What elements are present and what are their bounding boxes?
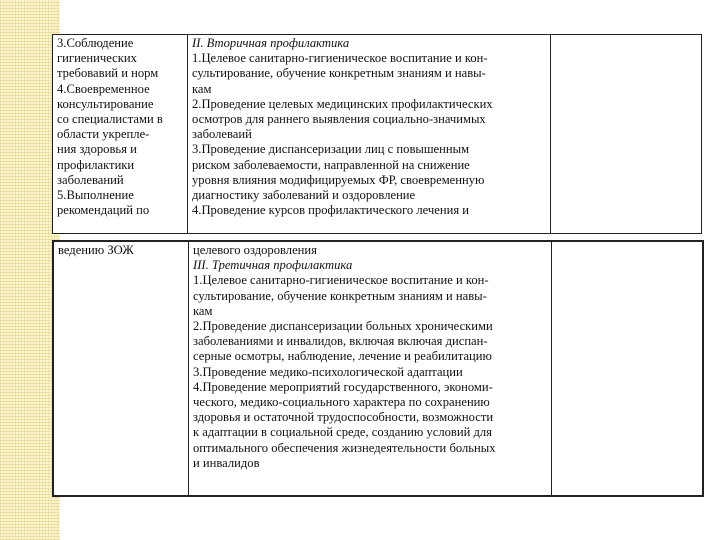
decorative-stripe — [0, 0, 60, 540]
text-line: ческого, медико-социального характера по сохранению — [193, 395, 490, 410]
text-line: 1.Целевое санитарно-гигиеническое воспитание и кон- — [193, 273, 489, 288]
text-line: гигиенических — [57, 51, 137, 66]
secondary-prevention-cell — [188, 35, 551, 234]
table-row — [53, 35, 702, 234]
prevention-table-bottom — [52, 240, 704, 497]
table-row — [53, 241, 703, 496]
text-line: уровня влияния модифицируемых ФР, своевременную — [192, 172, 485, 187]
text-line: сультирование, обучение конкретным знаниям и навы- — [193, 288, 487, 303]
text-line: консультирование — [57, 96, 154, 111]
text-line: 3.Проведение медико-психологической адаптации — [193, 364, 463, 379]
text-line: ведению ЗОЖ — [58, 243, 134, 257]
text-line: требовавий и норм — [57, 66, 159, 81]
text-line: профилактики — [57, 157, 135, 172]
empty-cell — [552, 241, 704, 496]
text-line: 1.Целевое санитарно-гигиеническое воспитание и кон- — [192, 51, 488, 66]
text-line: диагностику заболеваний и оздоровление — [192, 188, 416, 203]
text-line: 5.Выполнение — [57, 188, 134, 203]
text-line: 4.Своевременное — [57, 81, 150, 96]
text-line: и инвалидов — [193, 455, 260, 470]
section-heading: II. Вторичная профилактика — [192, 36, 350, 50]
text-line: области укрепле- — [57, 127, 150, 142]
text-line: рекомендаций по — [57, 203, 150, 218]
text-line: здоровья и остаточной трудоспособности, возможности — [193, 410, 494, 425]
text-line: сультирование, обучение конкретным знаниям и навы- — [192, 66, 486, 81]
text-line: 4.Проведение мероприятий государственного, экономи- — [193, 379, 493, 394]
text-line: со специалистами в — [57, 112, 163, 127]
text-line: 3.Проведение диспансеризации лиц с повышенным — [192, 142, 470, 157]
text-line: заболеваний — [57, 172, 124, 187]
measures-cell — [53, 35, 188, 234]
text-line: кам — [193, 303, 213, 318]
text-line: 3.Соблюдение — [57, 36, 134, 50]
text-line: кам — [192, 81, 212, 96]
text-line: к адаптации в социальной среде, созданию условий для — [193, 425, 492, 440]
text-line: заболеваниями и инвалидов, включая включая диспан- — [193, 334, 488, 349]
text-line: ния здоровья и — [57, 142, 137, 157]
text-line: серные осмотры, наблюдение, лечение и реабилитацию — [193, 349, 492, 364]
text-line: 2.Проведение диспансеризации больных хроническими — [193, 319, 493, 334]
text-line: заболеваий — [192, 127, 252, 142]
tertiary-prevention-cell — [189, 241, 552, 496]
continued-text: целевого оздоровления — [193, 243, 317, 257]
measures-cell — [53, 241, 189, 496]
text-line: 2.Проведение целевых медицинских профилактических — [192, 96, 493, 111]
text-line: оптимального обеспечения жизнедеятельности больных — [193, 440, 496, 455]
text-line: риском заболеваемости, направленной на снижение — [192, 157, 470, 172]
text-line: 4.Проведение курсов профилактического лечения и — [192, 203, 470, 218]
section-heading: III. Третичная профилактика — [193, 258, 353, 273]
text-line: осмотров для раннего выявления социально-значимых — [192, 112, 486, 127]
empty-cell — [551, 35, 702, 234]
prevention-table-top — [52, 34, 702, 234]
